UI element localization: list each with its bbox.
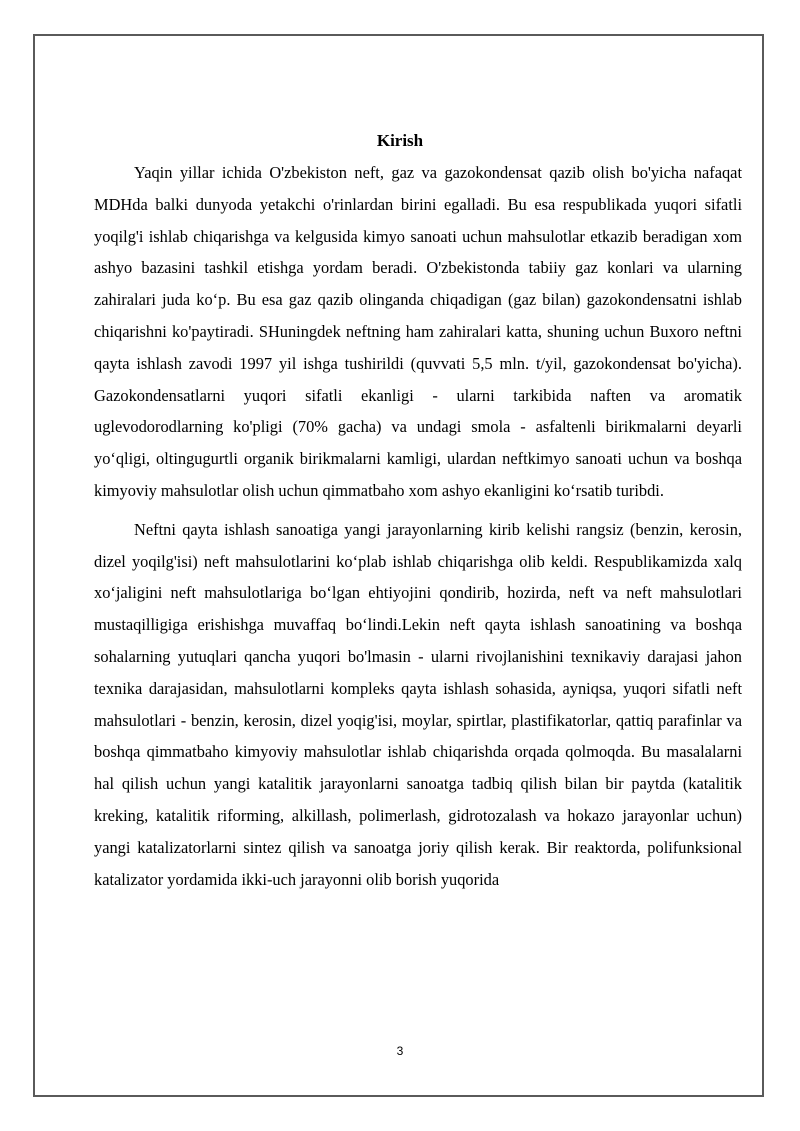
- paragraph: Neftni qayta ishlash sanoatiga yangi jarayonlarning kirib kelishi rangsiz (benzin, kerosin, dizel yoqilg'isi) neft mahsulotlarini ko‘plab ishlab chiqarishga olib keldi. Respublikamizda xalq xo‘jaligini neft mahsulotlariga bo‘lgan ehtiyojini qondirib, hozirda, neft va neft mahsulotlari mustaqilligiga erishishga muvaffaq bo‘lindi.Lekin neft qayta ishlash sanoatining va boshqa sohalarning yutuqlari qancha yuqori bo'lmasin - ularni rivojlanishini texnikaviy darajasi jahon texnika darajasidan, mahsulotlarni kompleks qayta ishlash sohasida, ayniqsa, yuqori sifatli neft mahsulotlari - benzin, kerosin, dizel yoqig'isi, moylar, spirtlar, plastifikatorlar, qattiq parafinlar va boshqa qimmatbaho kimyoviy mahsulotlar ishlab chiqarishda orqada qolmoqda. Bu masalalarni hal qilish uchun yangi katalitik jarayonlarni sanoatga tadbiq qilish bilan bir paytda (katalitik kreking, katalitik riforming, alkillash, polimerlash, gidrotozalash va hokazo jarayonlar uchun) yangi katalizatorlarni sintez qilish va sanoatga joriy qilish kerak. Bir reaktorda, polifunksional katalizator yordamida ikki-uch jarayonni olib borish yuqorida: [94, 519, 742, 889]
- page-title: Kirish: [376, 131, 424, 151]
- document-body: [94, 157, 742, 895]
- page-number: 3: [396, 1044, 404, 1058]
- paragraph: Yaqin yillar ichida O'zbekiston neft, gaz va gazokondensat qazib olish bo'yicha nafaqat MDHda balki dunyoda yetakchi o'rinlardan birini egalladi. Bu esa respublikada yuqori sifatli yoqilg'i ishlab chiqarishga va kelgusida kimyo sanoati uchun mahsulotlar etkazib beradigan xom ashyo bazasini tashkil etishga yordam beradi. O'zbekistonda tabiiy gaz konlari va ularning zahiralari juda ko‘p. Bu esa gaz qazib olinganda chiqadigan (gaz bilan) gazokondensatni ishlab chiqarishni ko'paytiradi. SHuningdek neftning ham zahiralari katta, shuning uchun Buxoro neftni qayta ishlash zavodi 1997 yil ishga tushirildi (quvvati 5,5 mln. t/yil, gazokondensat bo'yicha). Gazokondensatlarni yuqori sifatli ekanligi - ularni tarkibida naften va aromatik uglevodorodlarning ko'pligi (70% gacha) va undagi smola - asfaltenli birikmalarni deyarli yo‘qligi, oltingugurtli organik birikmalarni kamligi, ulardan neftkimyo sanoati uchun va boshqa kimyoviy mahsulotlar olish uchun qimmatbaho xom ashyo ekanligini ko‘rsatib turibdi.: [94, 163, 742, 500]
